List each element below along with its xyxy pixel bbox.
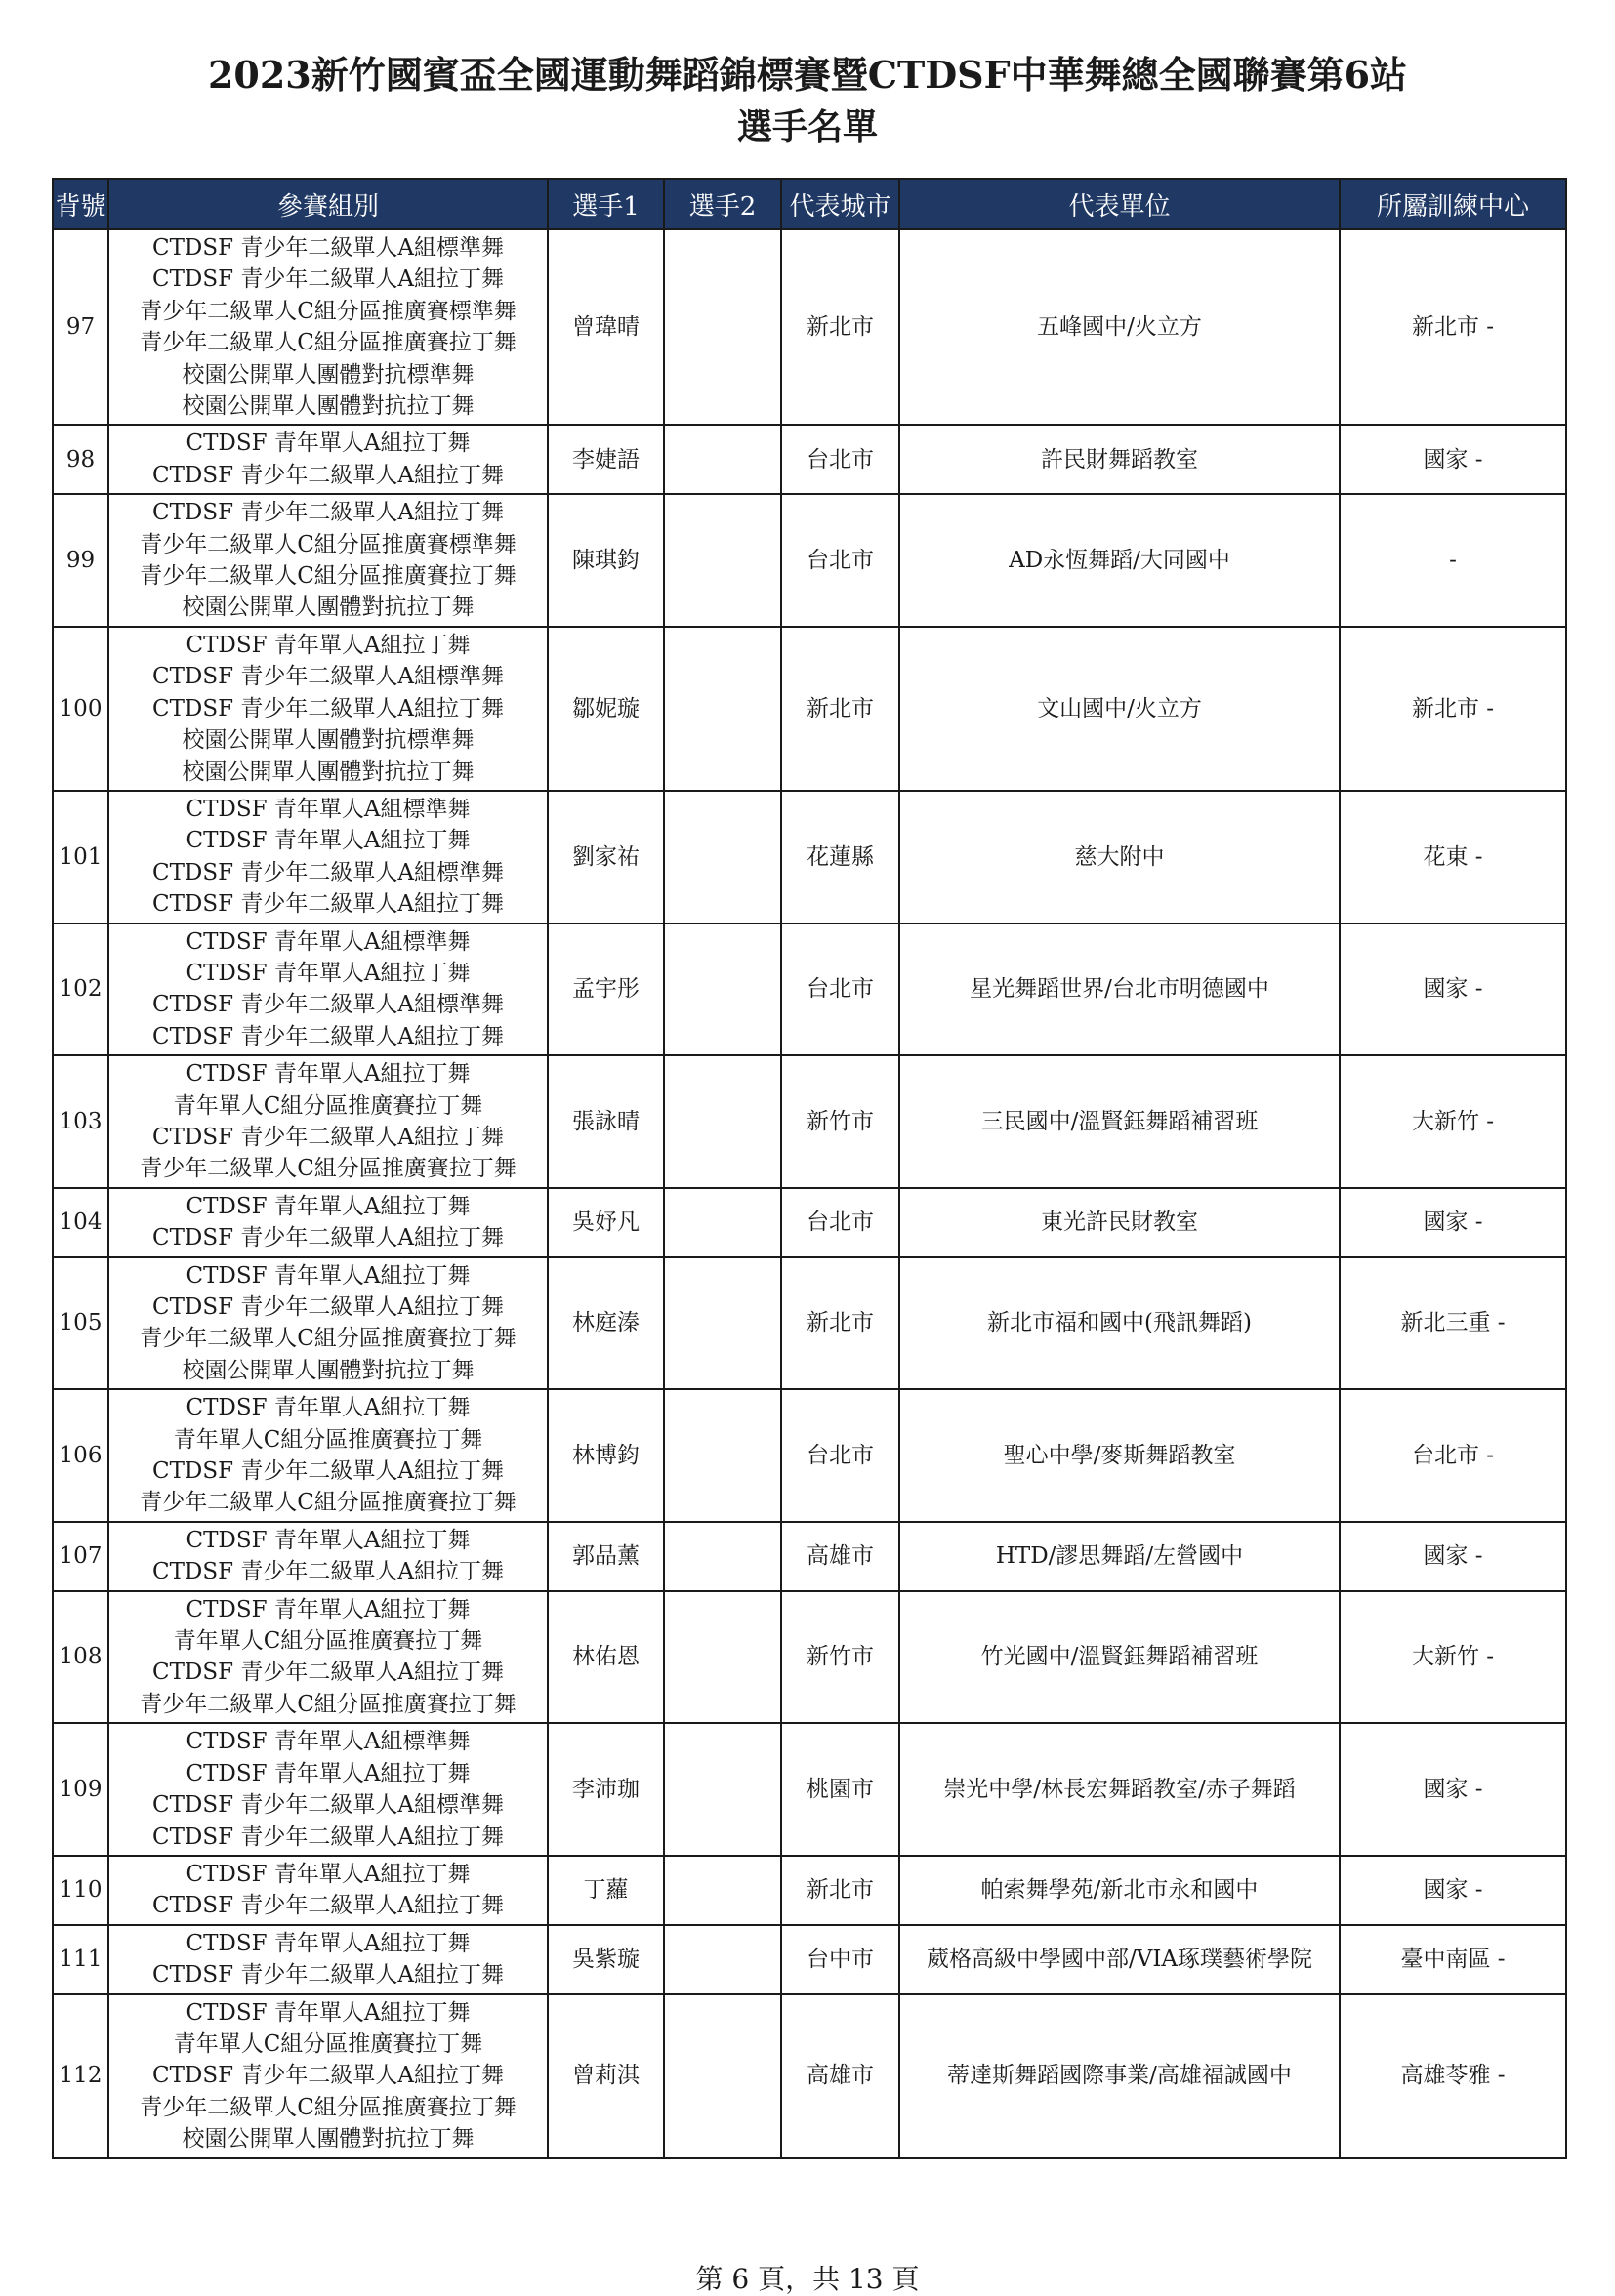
cell-city: 花蓮縣: [781, 791, 899, 923]
cell-training-center: 國家 -: [1340, 1723, 1566, 1856]
cell-unit: 文山國中/火立方: [899, 627, 1340, 791]
cell-unit: 五峰國中/火立方: [899, 229, 1340, 425]
cell-player2: [664, 791, 781, 923]
table-row: [53, 1723, 1566, 1856]
event-line: CTDSF 青少年二級單人A組拉丁舞: [151, 1559, 504, 1585]
table-row: [53, 1856, 1566, 1925]
cell-city: 台中市: [781, 1925, 899, 1994]
roster-table: [52, 178, 1567, 2159]
cell-player1: 丁蘿: [548, 1856, 664, 1925]
event-line: CTDSF 青年單人A組拉丁舞: [186, 632, 471, 658]
document-header: [0, 51, 1615, 150]
event-line: CTDSF 青年單人A組拉丁舞: [186, 1861, 471, 1887]
cell-number: 99: [53, 494, 108, 627]
cell-training-center: 新北市 -: [1340, 229, 1566, 425]
cell-player1: 陳琪鈞: [548, 494, 664, 627]
cell-player1: 劉家祐: [548, 791, 664, 923]
cell-number: 102: [53, 923, 108, 1056]
event-line: CTDSF 青少年二級單人A組標準舞: [151, 664, 504, 690]
cell-training-center: 大新竹 -: [1340, 1591, 1566, 1724]
cell-player1: 吳妤凡: [548, 1188, 664, 1257]
event-line: CTDSF 青少年二級單人A組標準舞: [151, 1792, 504, 1819]
event-line: 青少年二級單人C組分區推廣賽拉丁舞: [140, 1156, 517, 1182]
event-line: CTDSF 青少年二級單人A組拉丁舞: [151, 500, 504, 526]
table-body: [53, 229, 1566, 2158]
event-line: CTDSF 青少年二級單人A組拉丁舞: [151, 1458, 504, 1485]
event-line: CTDSF 青年單人A組拉丁舞: [186, 1061, 471, 1087]
cell-training-center: 新北三重 -: [1340, 1257, 1566, 1390]
table-row: [53, 1591, 1566, 1724]
event-line: 青少年二級單人C組分區推廣賽拉丁舞: [140, 330, 517, 356]
column-header-unit: 代表單位: [899, 179, 1340, 229]
table-row: [53, 1925, 1566, 1994]
cell-player1: 郭品薰: [548, 1522, 664, 1591]
event-line: 校園公開單人團體對抗拉丁舞: [182, 758, 475, 785]
cell-number: 111: [53, 1925, 108, 1994]
cell-number: 98: [53, 425, 108, 494]
event-line: CTDSF 青少年二級單人A組拉丁舞: [151, 1225, 504, 1251]
event-line: 校園公開單人團體對抗拉丁舞: [182, 594, 475, 621]
cell-number: 106: [53, 1389, 108, 1522]
cell-player2: [664, 1522, 781, 1591]
cell-unit: 帕索舞學苑/新北市永和國中: [899, 1856, 1340, 1925]
event-line: 校園公開單人團體對抗標準舞: [182, 361, 475, 388]
cell-player1: 曾莉淇: [548, 1994, 664, 2158]
event-line: 青少年二級單人C組分區推廣賽拉丁舞: [140, 2094, 517, 2120]
cell-unit: 三民國中/溫賢鈺舞蹈補習班: [899, 1055, 1340, 1188]
cell-unit: 聖心中學/麥斯舞蹈教室: [899, 1389, 1340, 1522]
event-line: CTDSF 青年單人A組拉丁舞: [186, 1262, 471, 1289]
cell-training-center: 高雄苓雅 -: [1340, 1994, 1566, 2158]
event-line: CTDSF 青少年二級單人A組拉丁舞: [151, 1294, 504, 1320]
table-row: [53, 425, 1566, 494]
cell-number: 108: [53, 1591, 108, 1724]
event-line: CTDSF 青少年二級單人A組拉丁舞: [151, 1893, 504, 1919]
event-line: CTDSF 青年單人A組標準舞: [186, 928, 471, 955]
cell-events: [108, 791, 548, 923]
cell-number: 107: [53, 1522, 108, 1591]
column-header-player1: 選手1: [548, 179, 664, 229]
event-line: 校園公開單人團體對抗標準舞: [182, 727, 475, 754]
column-header-training-center: 所屬訓練中心: [1340, 179, 1566, 229]
cell-number: 104: [53, 1188, 108, 1257]
event-line: CTDSF 青少年二級單人A組標準舞: [151, 992, 504, 1018]
event-line: CTDSF 青年單人A組拉丁舞: [186, 1760, 471, 1786]
cell-unit: 東光許民財教室: [899, 1188, 1340, 1257]
document-subtitle: 選手名單: [736, 106, 878, 147]
cell-training-center: 臺中南區 -: [1340, 1925, 1566, 1994]
cell-training-center: 國家 -: [1340, 923, 1566, 1056]
event-line: CTDSF 青少年二級單人A組拉丁舞: [151, 2063, 504, 2089]
cell-training-center: 國家 -: [1340, 1188, 1566, 1257]
cell-city: 台北市: [781, 425, 899, 494]
cell-training-center: 花東 -: [1340, 791, 1566, 923]
event-line: 校園公開單人團體對抗拉丁舞: [182, 393, 475, 420]
event-line: 青少年二級單人C組分區推廣賽拉丁舞: [140, 1691, 517, 1717]
cell-player1: 鄒妮璇: [548, 627, 664, 791]
event-line: CTDSF 青年單人A組拉丁舞: [186, 1527, 471, 1553]
cell-player2: [664, 1389, 781, 1522]
cell-player1: 林博鈞: [548, 1389, 664, 1522]
event-line: CTDSF 青年單人A組拉丁舞: [186, 430, 471, 457]
event-line: CTDSF 青少年二級單人A組拉丁舞: [151, 462, 504, 488]
table-header-row: [53, 179, 1566, 229]
cell-unit: 新北市福和國中(飛訊舞蹈): [899, 1257, 1340, 1390]
cell-training-center: 大新竹 -: [1340, 1055, 1566, 1188]
table-row: [53, 1188, 1566, 1257]
cell-player1: 孟宇彤: [548, 923, 664, 1056]
event-line: 青少年二級單人C組分區推廣賽拉丁舞: [140, 1326, 517, 1352]
page-footer: 第 6 頁，共 13 頁: [695, 2263, 920, 2295]
event-line: CTDSF 青少年二級單人A組標準舞: [151, 235, 504, 261]
cell-unit: 葳格高級中學國中部/VIA琢璞藝術學院: [899, 1925, 1340, 1994]
cell-city: 新北市: [781, 1257, 899, 1390]
cell-player2: [664, 229, 781, 425]
cell-events: [108, 1925, 548, 1994]
cell-events: [108, 494, 548, 627]
cell-player2: [664, 425, 781, 494]
cell-player2: [664, 1856, 781, 1925]
cell-player2: [664, 1188, 781, 1257]
column-header-player2: 選手2: [664, 179, 781, 229]
event-line: CTDSF 青年單人A組標準舞: [186, 796, 471, 822]
cell-unit: HTD/謬思舞蹈/左營國中: [899, 1522, 1340, 1591]
cell-player1: 李沛珈: [548, 1723, 664, 1856]
cell-number: 112: [53, 1994, 108, 2158]
event-line: CTDSF 青年單人A組拉丁舞: [186, 1193, 471, 1219]
cell-city: 台北市: [781, 1389, 899, 1522]
cell-unit: AD永恆舞蹈/大同國中: [899, 494, 1340, 627]
cell-city: 高雄市: [781, 1994, 899, 2158]
cell-player2: [664, 494, 781, 627]
cell-city: 新北市: [781, 627, 899, 791]
event-line: 青年單人C組分區推廣賽拉丁舞: [173, 1628, 483, 1655]
cell-events: [108, 1522, 548, 1591]
event-line: CTDSF 青年單人A組拉丁舞: [186, 828, 471, 854]
event-line: CTDSF 青少年二級單人A組拉丁舞: [151, 695, 504, 721]
table-row: [53, 627, 1566, 791]
table-row: [53, 923, 1566, 1056]
event-line: CTDSF 青年單人A組拉丁舞: [186, 1999, 471, 2026]
cell-unit: 崇光中學/林長宏舞蹈教室/赤子舞蹈: [899, 1723, 1340, 1856]
event-line: CTDSF 青少年二級單人A組拉丁舞: [151, 891, 504, 918]
event-line: CTDSF 青少年二級單人A組標準舞: [151, 859, 504, 885]
table-row: [53, 1994, 1566, 2158]
cell-player1: 吳紫璇: [548, 1925, 664, 1994]
cell-city: 台北市: [781, 923, 899, 1056]
cell-number: 103: [53, 1055, 108, 1188]
event-line: CTDSF 青少年二級單人A組拉丁舞: [151, 266, 504, 293]
cell-training-center: 國家 -: [1340, 425, 1566, 494]
cell-events: [108, 1055, 548, 1188]
cell-events: [108, 425, 548, 494]
cell-unit: 蒂達斯舞蹈國際事業/高雄福誠國中: [899, 1994, 1340, 2158]
event-line: 青少年二級單人C組分區推廣賽標準舞: [140, 531, 517, 557]
cell-events: [108, 627, 548, 791]
table-row: [53, 1389, 1566, 1522]
cell-number: 109: [53, 1723, 108, 1856]
cell-training-center: 新北市 -: [1340, 627, 1566, 791]
event-line: 青年單人C組分區推廣賽拉丁舞: [173, 1426, 483, 1453]
cell-player1: 張詠晴: [548, 1055, 664, 1188]
table-row: [53, 494, 1566, 627]
event-line: CTDSF 青年單人A組標準舞: [186, 1729, 471, 1755]
cell-player1: 林庭溱: [548, 1257, 664, 1390]
cell-unit: 慈大附中: [899, 791, 1340, 923]
column-header-events: 參賽組別: [108, 179, 548, 229]
cell-number: 100: [53, 627, 108, 791]
cell-events: [108, 1723, 548, 1856]
cell-events: [108, 229, 548, 425]
cell-training-center: 國家 -: [1340, 1856, 1566, 1925]
event-line: CTDSF 青少年二級單人A組拉丁舞: [151, 1660, 504, 1686]
cell-events: [108, 1856, 548, 1925]
cell-number: 105: [53, 1257, 108, 1390]
cell-player2: [664, 627, 781, 791]
event-line: 青年單人C組分區推廣賽拉丁舞: [173, 1092, 483, 1119]
event-line: CTDSF 青年單人A組拉丁舞: [186, 1596, 471, 1622]
cell-events: [108, 923, 548, 1056]
event-line: CTDSF 青少年二級單人A組拉丁舞: [151, 1124, 504, 1150]
event-line: CTDSF 青年單人A組拉丁舞: [186, 960, 471, 986]
cell-player1: 李婕語: [548, 425, 664, 494]
event-line: 青年單人C組分區推廣賽拉丁舞: [173, 2030, 483, 2057]
cell-city: 新竹市: [781, 1591, 899, 1724]
cell-city: 新北市: [781, 1856, 899, 1925]
event-line: CTDSF 青年單人A組拉丁舞: [186, 1930, 471, 1956]
cell-player2: [664, 923, 781, 1056]
cell-unit: 許民財舞蹈教室: [899, 425, 1340, 494]
event-line: CTDSF 青年單人A組拉丁舞: [186, 1395, 471, 1421]
column-header-city: 代表城市: [781, 179, 899, 229]
cell-unit: 星光舞蹈世界/台北市明德國中: [899, 923, 1340, 1056]
cell-events: [108, 1188, 548, 1257]
cell-city: 新北市: [781, 229, 899, 425]
table-row: [53, 1055, 1566, 1188]
event-line: 青少年二級單人C組分區推廣賽拉丁舞: [140, 1490, 517, 1516]
cell-number: 110: [53, 1856, 108, 1925]
cell-events: [108, 1257, 548, 1390]
cell-training-center: 國家 -: [1340, 1522, 1566, 1591]
event-line: 校園公開單人團體對抗拉丁舞: [182, 1357, 475, 1383]
cell-player2: [664, 1925, 781, 1994]
event-line: CTDSF 青少年二級單人A組拉丁舞: [151, 1824, 504, 1850]
cell-player2: [664, 1055, 781, 1188]
cell-player2: [664, 1591, 781, 1724]
cell-city: 台北市: [781, 494, 899, 627]
cell-number: 97: [53, 229, 108, 425]
cell-city: 台北市: [781, 1188, 899, 1257]
event-line: 校園公開單人團體對抗拉丁舞: [182, 2126, 475, 2152]
cell-player1: 林佑恩: [548, 1591, 664, 1724]
table-row: [53, 1522, 1566, 1591]
cell-training-center: 台北市 -: [1340, 1389, 1566, 1522]
event-line: 青少年二級單人C組分區推廣賽拉丁舞: [140, 563, 517, 590]
table-row: [53, 1257, 1566, 1390]
event-line: CTDSF 青少年二級單人A組拉丁舞: [151, 1023, 504, 1049]
cell-city: 桃園市: [781, 1723, 899, 1856]
document-title: 2023新竹國賓盃全國運動舞蹈錦標賽暨CTDSF中華舞總全國聯賽第6站: [207, 53, 1408, 97]
event-line: CTDSF 青少年二級單人A組拉丁舞: [151, 1962, 504, 1988]
cell-city: 新竹市: [781, 1055, 899, 1188]
table-row: [53, 229, 1566, 425]
cell-city: 高雄市: [781, 1522, 899, 1591]
cell-player1: 曾瑋晴: [548, 229, 664, 425]
cell-player2: [664, 1723, 781, 1856]
column-header-number: 背號: [53, 179, 108, 229]
cell-events: [108, 1591, 548, 1724]
table-row: [53, 791, 1566, 923]
cell-training-center: -: [1340, 494, 1566, 627]
cell-player2: [664, 1257, 781, 1390]
cell-events: [108, 1389, 548, 1522]
event-line: 青少年二級單人C組分區推廣賽標準舞: [140, 298, 517, 324]
cell-number: 101: [53, 791, 108, 923]
cell-player2: [664, 1994, 781, 2158]
cell-unit: 竹光國中/溫賢鈺舞蹈補習班: [899, 1591, 1340, 1724]
cell-events: [108, 1994, 548, 2158]
